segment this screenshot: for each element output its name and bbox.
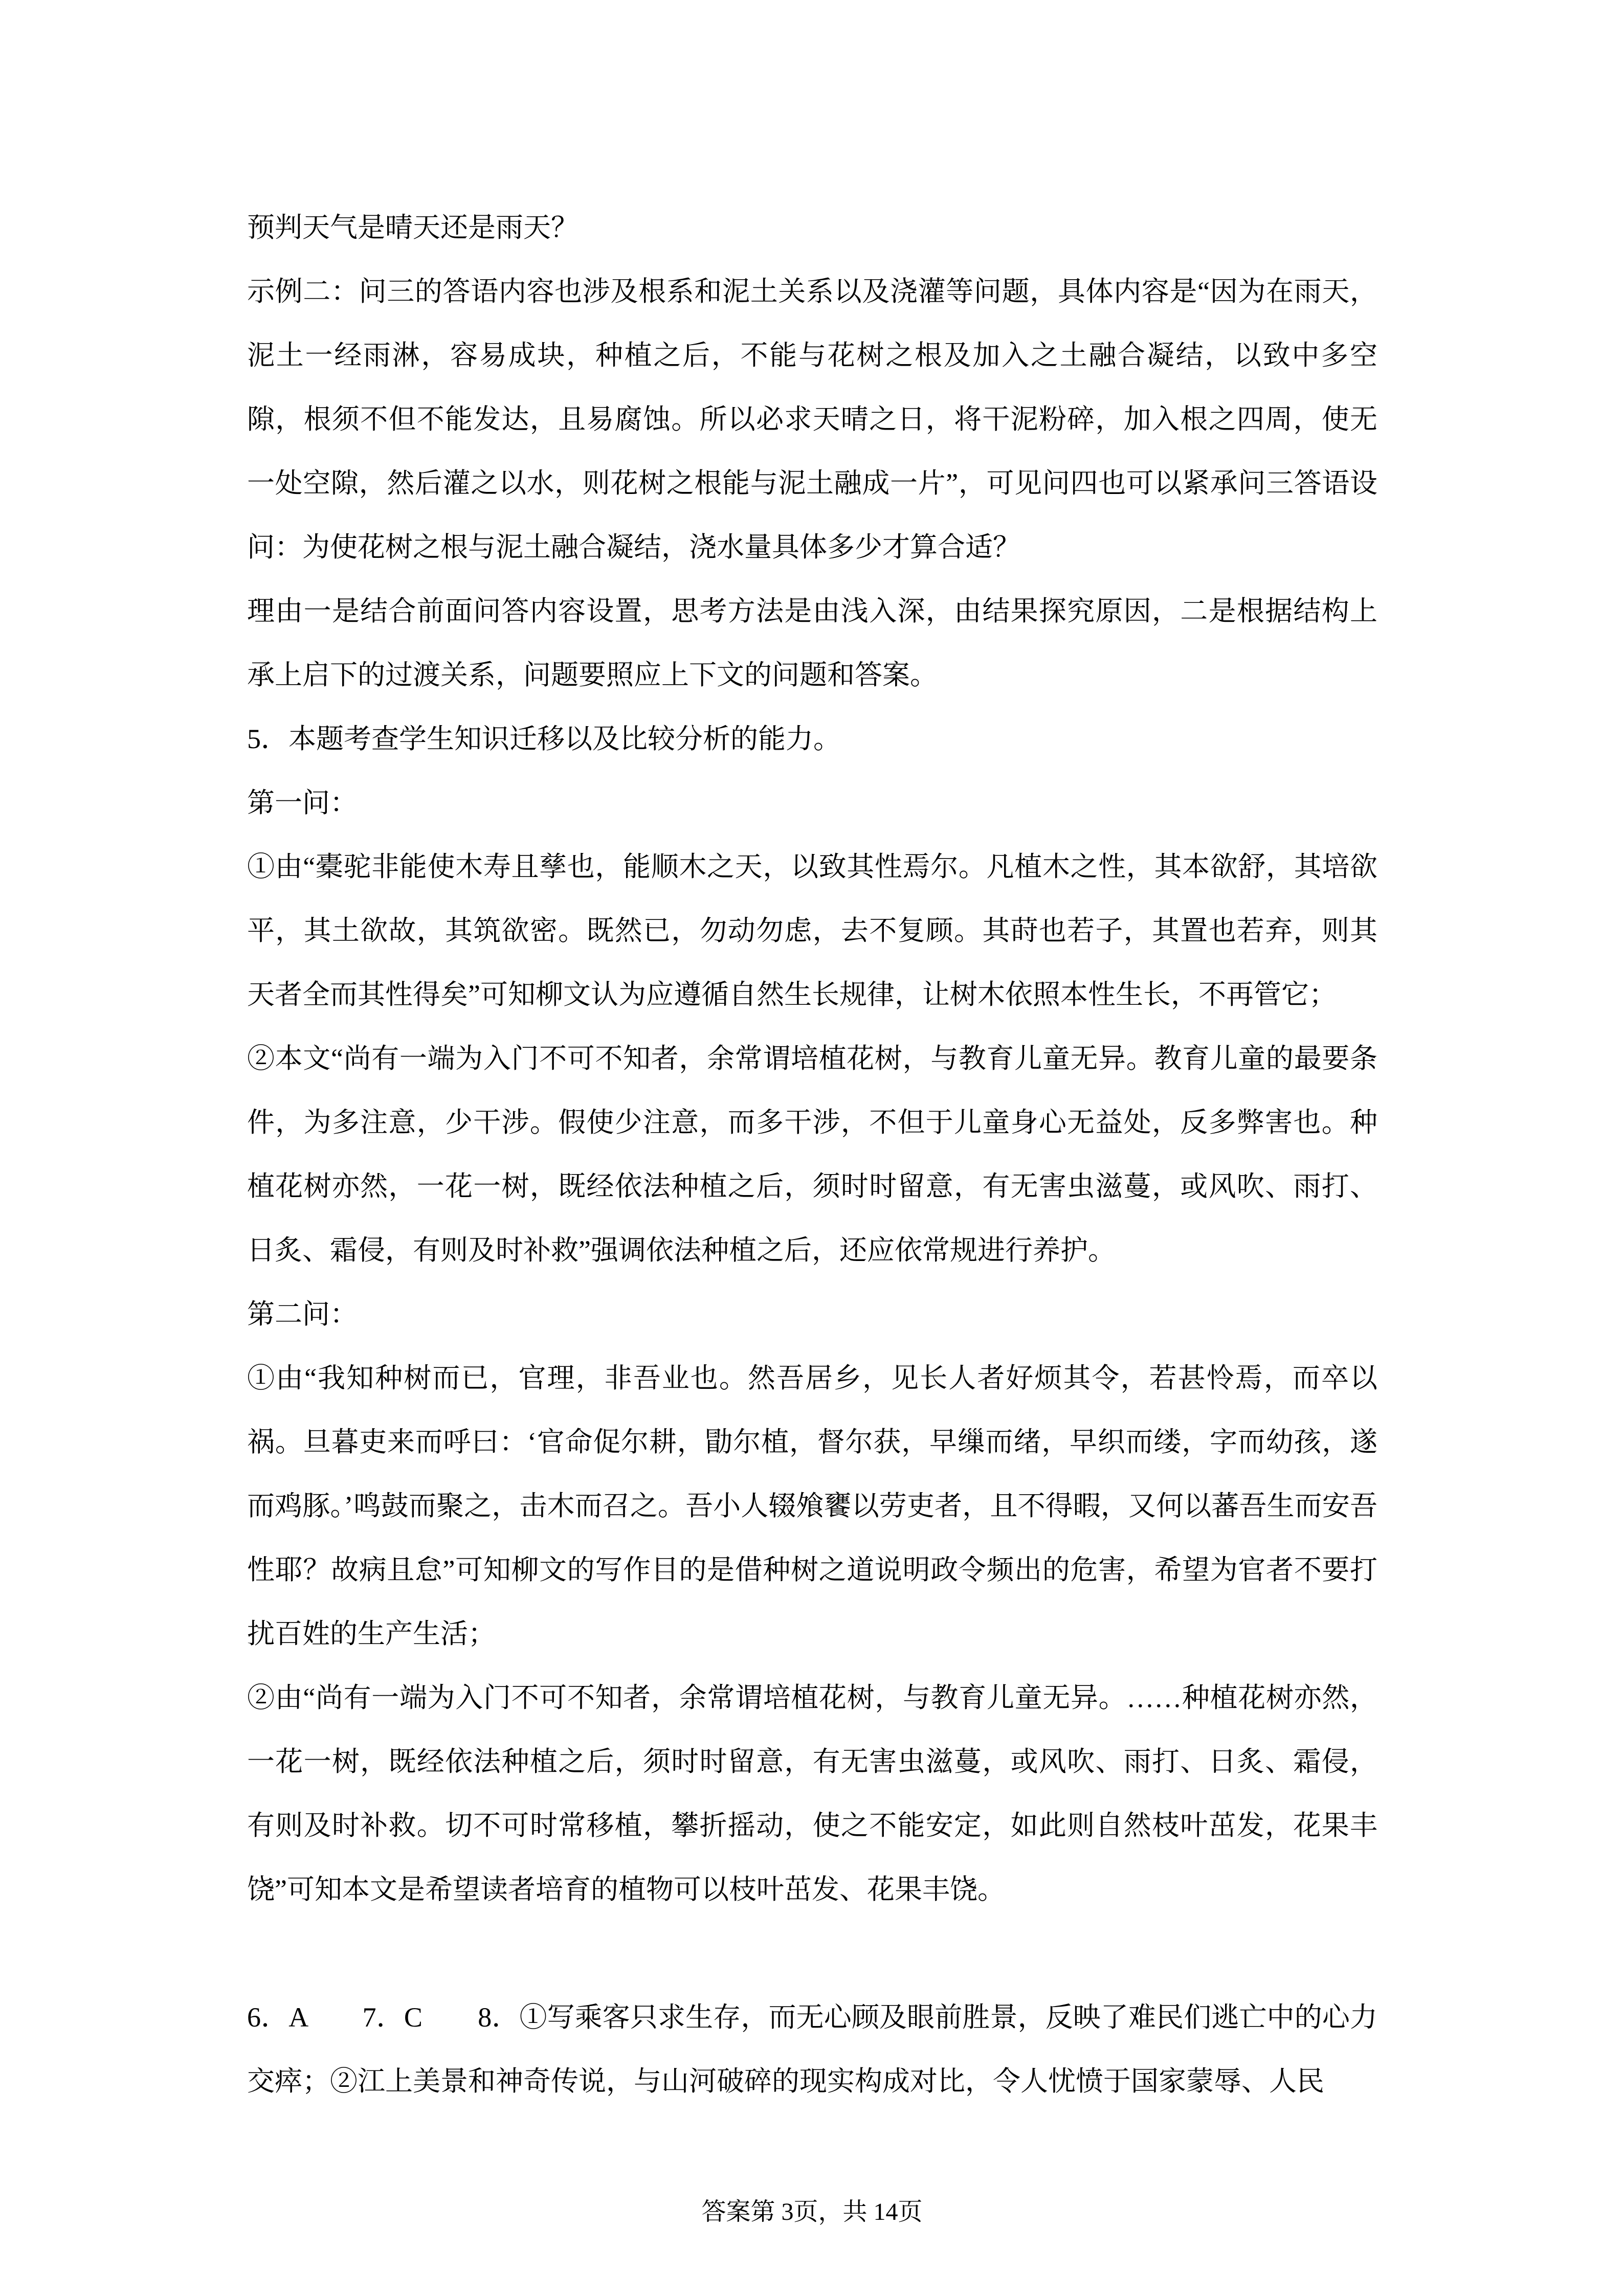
paragraph-example-two: 示例二：问三的答语内容也涉及根系和泥土关系以及浇灌等问题，具体内容是“因为在雨天，泥土一经雨淋，容易成块，种植之后，不能与花树之根及加入之土融合凝结，以致中多空隙，根须不但不能发达，且易腐蚀。所以必求天晴之日，将干泥粉碎，加入根之四周，使无一处空隙，然后灌之以水，则花树之根能与泥土融成一片”，可见问四也可以紧承问三答语设问：为使花树之根与泥土融合凝结，浇水量具体多少才算合适？	[247, 276, 1377, 562]
paragraph-second-question-point2: ②由“尚有一端为入门不可不知者，余常谓培植花树，与教育儿童无异。……种植花树亦然，一花一树，既经依法种植之后，须时时留意，有无害虫滋蔓，或风吹、雨打、日炙、霜侵，有则及时补救。切不可时常移植，攀折摇动，使之不能安定，如此则自然枝叶茁发，花果丰饶”可知本文是希望读者培育的植物可以枝叶茁发、花果丰饶。	[247, 1682, 1377, 1905]
paragraph-weather-question: 预判天气是晴天还是雨天？	[247, 212, 579, 243]
page-number-text: 答案第 3页，共 14页	[701, 2198, 923, 2225]
page-footer	[0, 2196, 1624, 2228]
paragraph-second-question-point1: ①由“我知种树而已，官理，非吾业也。然吾居乡，见长人者好烦其令，若甚怜焉，而卒以祸。旦暮吏来而呼曰：‘官命促尔耕，勖尔植，督尔获，早缫而绪，早织而缕，字而幼孩，遂而鸡豚。’鸣鼓而聚之，击木而召之。吾小人辍飧饔以劳吏者，且不得暇，又何以蕃吾生而安吾性耶？故病且怠”可知柳文的写作目的是借种树之道说明政令频出的危害，希望为官者不要打扰百姓的生产生活；	[247, 1363, 1377, 1649]
paragraph-reason: 理由一是结合前面问答内容设置，思考方法是由浅入深，由结果探究原因，二是根据结构上承上启下的过渡关系，问题要照应上下文的问题和答案。	[247, 596, 1377, 690]
answer-sheet-content	[247, 196, 1377, 2113]
paragraph-first-question-point1: ①由“橐驼非能使木寿且孳也，能顺木之天，以致其性焉尔。凡植木之性，其本欲舒，其培欲平，其土欲故，其筑欲密。既然已，勿动勿虑，去不复顾。其莳也若子，其置也若弃，则其天者全而其性得矣”可知柳文认为应遵循自然生长规律，让树木依照本性生长，不再管它；	[247, 851, 1377, 1010]
paragraph-first-question-label: 第一问：	[247, 787, 358, 818]
paragraph-answers-6-7-8: 6．A 7．C 8．①写乘客只求生存，而无心顾及眼前胜景，反映了难民们逃亡中的心力交瘁；②江上美景和神奇传说，与山河破碎的现实构成对比，令人忧愤于国家蒙辱、人民	[247, 2002, 1377, 2097]
paragraph-first-question-point2: ②本文“尚有一端为入门不可不知者，余常谓培植花树，与教育儿童无异。教育儿童的最要条件，为多注意，少干涉。假使少注意，而多干涉，不但于儿童身心无益处，反多弊害也。种植花树亦然，一花一树，既经依法种植之后，须时时留意，有无害虫滋蔓，或风吹、雨打、日炙、霜侵，有则及时补救”强调依法种植之后，还应依常规进行养护。	[247, 1043, 1377, 1266]
paragraph-question5-intro: 5．本题考查学生知识迁移以及比较分析的能力。	[247, 724, 841, 754]
paragraph-second-question-label: 第二问：	[247, 1299, 358, 1330]
